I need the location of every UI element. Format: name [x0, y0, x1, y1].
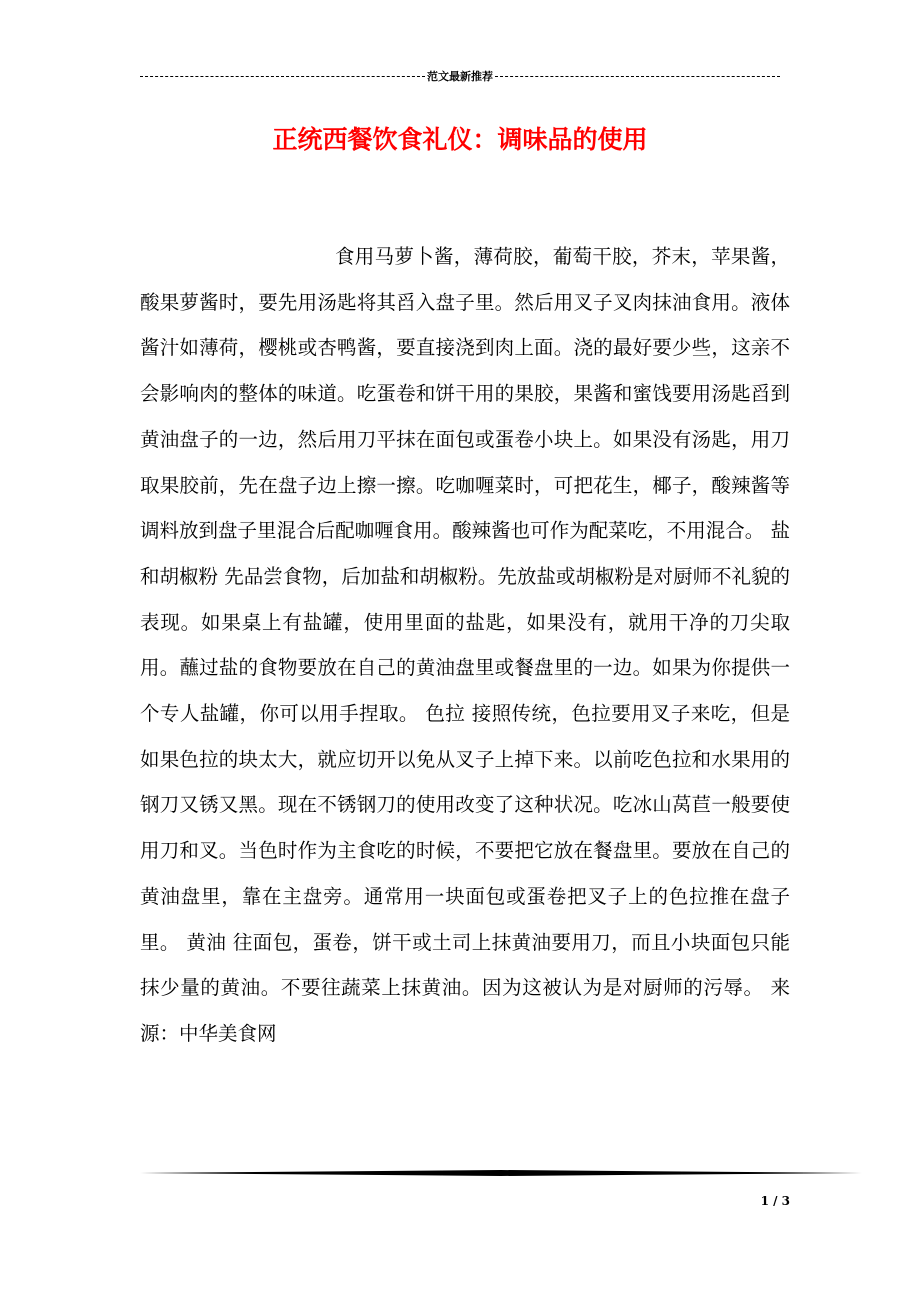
footer-divider: [140, 1170, 862, 1176]
page-title: 正统西餐饮食礼仪：调味品的使用: [272, 125, 648, 154]
header-rule: [140, 66, 780, 86]
page-number: 1 / 3: [760, 1194, 790, 1208]
header-label: 范文最新推荐: [427, 70, 493, 83]
header-dash-right: [495, 76, 780, 77]
footer-divider-line: [140, 1170, 862, 1176]
article-body: 食用马萝卜酱，薄荷胶，葡萄干胶，芥末，苹果酱，酸果萝酱时，要先用汤匙将其舀入盘子里。然后用叉子叉肉抹油食用。液体酱汁如薄荷，樱桃或杏鸭酱，要直接浇到肉上面。浇的最好要少些，这亲不会影响肉的整体的味道。吃蛋卷和饼干用的果胶，果酱和蜜饯要用汤匙舀到黄油盘子的一边，然后用刀平抹在面包或蛋卷小块上。如果没有汤匙，用刀取果胶前，先在盘子边上擦一擦。吃咖喱菜时，可把花生，椰子，酸辣酱等调料放到盘子里混合后配咖喱食用。酸辣酱也可作为配菜吃，不用混合。 盐和胡椒粉 先品尝食物，后加盐和胡椒粉。先放盐或胡椒粉是对厨师不礼貌的表现。如果桌上有盐罐，使用里面的盐匙，如果没有，就用干净的刀尖取用。蘸过盐的食物要放在自己的黄油盘里或餐盘里的一边。如果为你提供一个专人盐罐，你可以用手捏取。 色拉 接照传统，色拉要用叉子来吃，但是如果色拉的块太大，就应切开以免从叉子上掉下来。以前吃色拉和水果用的钢刀又锈又黑。现在不锈钢刀的使用改变了这种状况。吃冰山莴苣一般要使用刀和叉。当色时作为主食吃的时候，不要把它放在餐盘里。要放在自己的黄油盘里，靠在主盘旁。通常用一块面包或蛋卷把叉子上的色拉推在盘子里。 黄油 往面包，蛋卷，饼干或土司上抹黄油要用刀，而且小块面包只能抹少量的黄油。不要往蔬菜上抹黄油。因为这被认为是对厨师的污辱。 来源：中华美食网: [140, 245, 790, 1045]
header-dash-left: [140, 76, 425, 77]
